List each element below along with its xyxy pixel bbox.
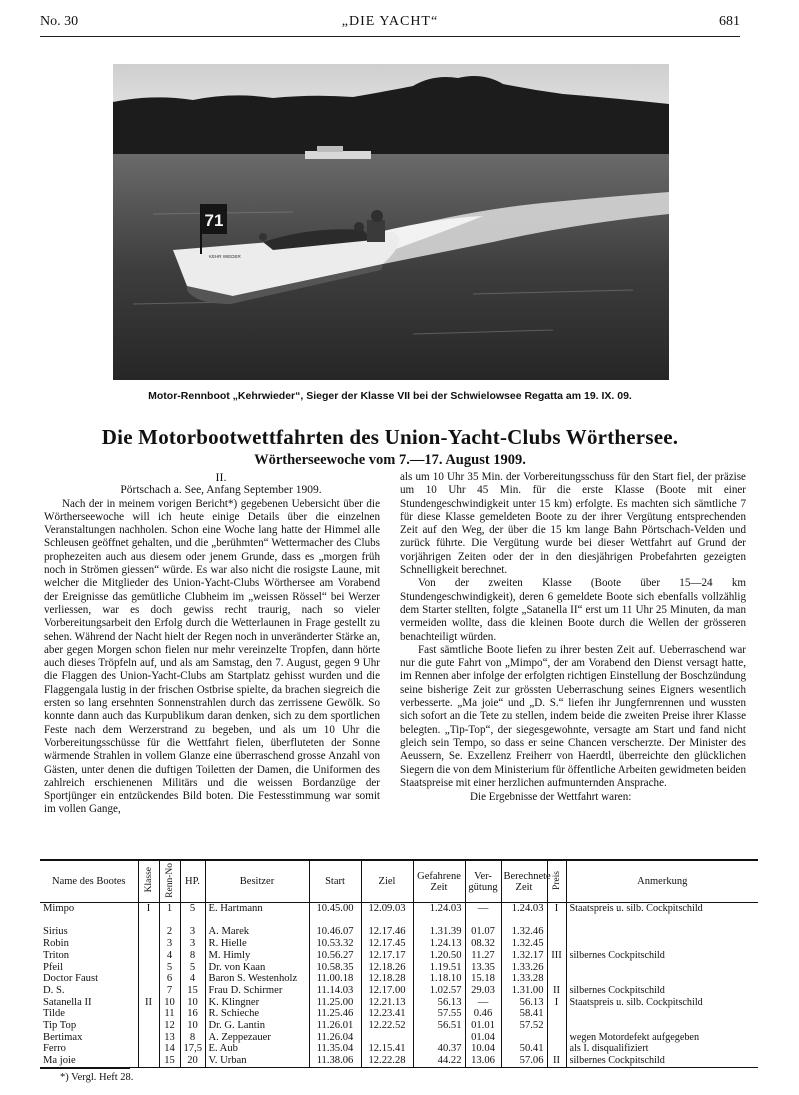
col-header-prize: Preis — [547, 860, 566, 903]
cell-boat-name: Satanella II — [43, 996, 92, 1008]
cell-start-time: 11.35.04 — [309, 1043, 361, 1055]
cell-race-no: 13 — [159, 1032, 180, 1044]
cell-corrected-time: 57.52 — [501, 1020, 547, 1032]
table-row — [40, 926, 758, 938]
cell-start-time: 11.38.06 — [309, 1055, 361, 1067]
table-row — [40, 903, 758, 915]
running-header — [40, 14, 740, 34]
col-header-owner: Besitzer — [205, 860, 309, 903]
hull-name: KEHR WIEDER — [209, 254, 241, 259]
cell-class — [138, 962, 159, 974]
cell-owner: A. Zeppezauer — [205, 1032, 309, 1044]
article-title: Die Motorbootwettfahrten des Union-Yacht-Clubs Wörthersee. — [101, 425, 679, 449]
cell-finish-time: 12.17.00 — [361, 985, 413, 997]
cell-start-time: 11.00.18 — [309, 973, 361, 985]
header-rule — [40, 36, 740, 37]
paragraph: Fast sämtliche Boote liefen zu ihrer besten Zeit auf. Ueberraschend war nur die gute Fahrt von „Mimpo“, der am Vorabend den Dienst versagt hatte, im Rennen aber infolge der erfolgten richtigen Einstellung der Boschzündung seine bisherige Zeit zur grössten Ueberraschung seines Eigners wesentlich verbesserte. „Ma joie“ und „D. S.“ liefen ihr Jungfernrennen und wussten sich sofort an die Tete zu stellen, indem beide die zweiten Preise ihrer Klasse belegten. „Tip-Top“, der siegesgewohnte, versagte am Start und fand nicht gleich sein Tempo, so dass er seine Chancen verscherzte. Der Minister des Aeussern, Se. Exzellenz Freiherr von Haerdtl, überreichte den glücklichen Siegern die von dem Ministerium für öffentliche Arbeiten gewidmeten beiden Staatspreise mit einer herzlichen aufmunternden Ansprache. — [400, 643, 746, 789]
cell-owner: R. Hielle — [205, 938, 309, 950]
cell-class — [138, 1032, 159, 1044]
cell-hp: 5 — [180, 962, 205, 974]
flag-number: 71 — [204, 211, 224, 230]
cell-race-no: 11 — [159, 1008, 180, 1020]
cell-prize — [547, 926, 566, 938]
cell-start-time: 10.53.32 — [309, 938, 361, 950]
cell-remark — [566, 926, 758, 938]
table-row — [40, 915, 758, 927]
cell-boat-name: Mimpo — [43, 903, 75, 914]
cell-prize — [547, 1043, 566, 1055]
col-header-corrected-time: Berechnete Zeit — [501, 860, 547, 903]
cell-remark — [566, 938, 758, 950]
text-column-right — [400, 471, 746, 804]
cell-sailed-time: 56.51 — [413, 1020, 465, 1032]
cell-race-no: 7 — [159, 985, 180, 997]
col-header-class: Klasse — [138, 860, 159, 903]
cell-owner: Dr. von Kaan — [205, 962, 309, 974]
cell-corrected-time: 50.41 — [501, 1043, 547, 1055]
cell-class — [138, 950, 159, 962]
cell-sailed-time: 40.37 — [413, 1043, 465, 1055]
cell-sailed-time: 56.13 — [413, 997, 465, 1009]
motorboat-photo — [113, 64, 669, 380]
cell-prize — [547, 1032, 566, 1044]
cell-corrected-time: 57.06 — [501, 1055, 547, 1067]
cell-corrected-time: 56.13 — [501, 997, 547, 1009]
cell-start-time: 10.56.27 — [309, 950, 361, 962]
table-row — [40, 1008, 758, 1020]
cell-hp — [180, 915, 205, 927]
cell-corrected-time: 1.32.45 — [501, 938, 547, 950]
table-row — [40, 938, 758, 950]
cell-corrected-time: 1.33.26 — [501, 962, 547, 974]
cell-prize: III — [547, 950, 566, 962]
cell-allowance: 11.27 — [465, 950, 501, 962]
cell-sailed-time — [413, 915, 465, 927]
col-header-hp: HP. — [180, 860, 205, 903]
table-row — [40, 985, 758, 997]
cell-boat-name: Doctor Faust — [43, 973, 99, 985]
cell-boat-name: Ferro — [43, 1043, 66, 1055]
cell-finish-time: 12.09.03 — [361, 903, 413, 915]
footnote: *) Vergl. Heft 28. — [60, 1072, 134, 1083]
cell-sailed-time: 1.02.57 — [413, 985, 465, 997]
cell-finish-time — [361, 1032, 413, 1044]
cell-owner: V. Urban — [205, 1055, 309, 1067]
cell-prize — [547, 1020, 566, 1032]
col-header-remark: Anmerkung — [566, 860, 758, 903]
cell-finish-time — [361, 915, 413, 927]
results-intro: Die Ergebnisse der Wettfahrt waren: — [470, 791, 632, 804]
cell-boat-name: D. S. — [43, 984, 65, 996]
cell-class: I — [138, 903, 159, 915]
col-header-allowance: Ver-gütung — [465, 860, 501, 903]
cell-boat-name: Triton — [43, 949, 70, 961]
cell-allowance: 08.32 — [465, 938, 501, 950]
cell-start-time: 10.58.35 — [309, 962, 361, 974]
cell-class — [138, 985, 159, 997]
table-row — [40, 1020, 758, 1032]
cell-prize — [547, 915, 566, 927]
cell-corrected-time: 1.32.46 — [501, 926, 547, 938]
cell-finish-time: 12.17.45 — [361, 938, 413, 950]
cell-sailed-time: 1.31.39 — [413, 926, 465, 938]
cell-allowance: 15.18 — [465, 973, 501, 985]
cell-remark: als I. disqualifiziert — [566, 1043, 758, 1055]
col-header-name: Name des Bootes — [40, 860, 138, 903]
cell-start-time: 11.26.01 — [309, 1020, 361, 1032]
cell-sailed-time: 57.55 — [413, 1008, 465, 1020]
cell-owner: Dr. G. Lantin — [205, 1020, 309, 1032]
cell-class — [138, 1020, 159, 1032]
cell-remark — [566, 973, 758, 985]
cell-remark: silbernes Cockpitschild — [566, 985, 758, 997]
cell-allowance: 01.07 — [465, 926, 501, 938]
cell-start-time: 10.46.07 — [309, 926, 361, 938]
cell-finish-time: 12.21.13 — [361, 997, 413, 1009]
footnote-rule — [40, 1068, 130, 1069]
cell-finish-time: 12.15.41 — [361, 1043, 413, 1055]
cell-race-no — [159, 915, 180, 927]
col-header-finish: Ziel — [361, 860, 413, 903]
paragraph: Nach der in meinem vorigen Bericht*) gegebenen Uebersicht über die Wörtherseewoche will ich heute einige Details über die einzelnen Veranstaltungen nachholen. Schon eine Woche lang hatte der Himmel alle Schleusen geöffnet gehalten, und die „berühmten“ Wettermacher des Clubs prophezeiten auch aus diesem oder jenem Grunde, dass es „morgen früh noch in Strömen giessen“ würde. Es war also nicht die rosigste Laune, mit welcher die Mitglieder des Union-Yacht-Clubs Wörthersee am Vorabend der Ereignisse das gemütliche Clubheim im „weissen Rössel“ bei Werzer verliessen, war es doch gewiss recht traurig, nach so vieler Vorbereitungsarbeit den Erfolg durch die Wetterlaunen in Frage gestellt zu sehen. Während der Nacht hielt der Regen noch in unveränderter Stärke an, aber gegen Morgen schon fielen nur mehr vereinzelte Tropfen, dann hörte auch dieses Tröpfeln auf, und als am Samstag, den 7. August, gegen 9 Uhr die Flaggen des Union-Yacht-Clubs am Startplatz gehisst wurden und die Flaggengala lustig in der frischen Ostbrise spielte, da brachen siegreich die ersten so lang ersehnten Sonnenstrahlen durch das zerrissene Gewölk. So konnte dann auch das Kurpublikum daran denken, sich zu dem sportlichen Feste nach dem Werzerstrand zu begeben, und als um 10 Uhr die Vorbereitungsschüsse für die Wettfahrt fielen, überfluteten der Sonne wärmende Strahlen in vollem Glanze eine überraschend grosse Anzahl von Gästen, unter denen die duftigen Toiletten der Damen, die Uniformen des zahlreich erschienenen Militärs und die weissen Bordanzüge der Sportjünger ein entzückendes Bild boten. Die Festesstimmung war somit im vollen Gange, — [44, 497, 380, 816]
cell-start-time: 10.45.00 — [309, 903, 361, 915]
table-row — [40, 962, 758, 974]
dateline: Pörtschach a. See, Anfang September 1909. — [120, 484, 322, 497]
cell-prize: II — [547, 1055, 566, 1067]
cell-finish-time: 12.17.46 — [361, 926, 413, 938]
cell-class: II — [138, 997, 159, 1009]
table-row — [40, 997, 758, 1009]
col-header-sailed-time: Gefahrene Zeit — [413, 860, 465, 903]
cell-sailed-time — [413, 1032, 465, 1044]
cell-finish-time: 12.22.52 — [361, 1020, 413, 1032]
paragraph: als um 10 Uhr 35 Min. der Vorbereitungsschuss für den Start fiel, der präzise um 10 Uhr 45 Min. für die erste Klasse (Boote mit einer Stundengeschwindigkeit unter 15 km) erfolgte. Es machten sich sämtliche 7 für diese Klasse gemeldeten Boote zu der ihrer Vergütung entsprechenden Zeit auf den Weg, der über die 15 km lange Bahn Pörtschach-Velden und zurück führte. Die Vergütung wurde bei dieser Wettfahrt auf Grund der vorjährigen Zeiten oder der in den diesjährigen Probefahrten gezeigten Schnelligkeit berechnet. — [400, 471, 746, 577]
cell-allowance — [465, 915, 501, 927]
cell-allowance: 0.46 — [465, 1008, 501, 1020]
cell-finish-time: 12.22.28 — [361, 1055, 413, 1067]
cell-hp: 3 — [180, 926, 205, 938]
cell-remark — [566, 915, 758, 927]
cell-remark — [566, 1020, 758, 1032]
cell-finish-time: 12.23.41 — [361, 1008, 413, 1020]
cell-owner: E. Hartmann — [205, 903, 309, 915]
cell-race-no: 5 — [159, 962, 180, 974]
cell-allowance: 13.35 — [465, 962, 501, 974]
cell-prize — [547, 1008, 566, 1020]
cell-remark: silbernes Cockpitschild — [566, 1055, 758, 1067]
cell-prize: II — [547, 985, 566, 997]
cell-sailed-time: 1.24.13 — [413, 938, 465, 950]
cell-boat-name: Bertimax — [43, 1031, 83, 1043]
section-number: II. — [215, 470, 227, 484]
cell-hp: 4 — [180, 973, 205, 985]
cell-owner: R. Schieche — [205, 1008, 309, 1020]
results-table — [40, 859, 758, 1068]
cell-start-time: 11.25.46 — [309, 1008, 361, 1020]
cell-boat-name: Tip Top — [43, 1020, 77, 1032]
cell-race-no: 10 — [159, 997, 180, 1009]
table-row — [40, 1032, 758, 1044]
cell-start-time: 11.25.00 — [309, 997, 361, 1009]
table-header-row — [40, 860, 758, 903]
cell-corrected-time: 1.24.03 — [501, 903, 547, 915]
cell-race-no: 15 — [159, 1055, 180, 1067]
cell-start-time: 11.26.04 — [309, 1032, 361, 1044]
cell-owner: K. Klingner — [205, 997, 309, 1009]
cell-prize — [547, 973, 566, 985]
cell-finish-time: 12.17.17 — [361, 950, 413, 962]
cell-sailed-time: 1.24.03 — [413, 903, 465, 915]
table-row — [40, 1043, 758, 1055]
cell-allowance: 13.06 — [465, 1055, 501, 1067]
cell-corrected-time: 1.33.28 — [501, 973, 547, 985]
cell-prize: I — [547, 997, 566, 1009]
cell-owner: Baron S. Westenholz — [205, 973, 309, 985]
issue-number: No. 30 — [40, 14, 79, 29]
cell-class — [138, 1055, 159, 1067]
col-header-start: Start — [309, 860, 361, 903]
paragraph: Von der zweiten Klasse (Boote über 15—24 km Stundengeschwindigkeit), deren 6 gemeldete Boote sich ebenfalls vollzählig dem Starter stellten, folgte „Satanella II“ erst um 11 Uhr 25 Minuten, da man vermeiden wollte, dass die kleinen Boote durch die Wellen der grösseren benachteiligt würden. — [400, 577, 746, 643]
article-subtitle: Wörtherseewoche vom 7.—17. August 1909. — [254, 452, 526, 468]
cell-hp: 8 — [180, 950, 205, 962]
cell-class — [138, 926, 159, 938]
cell-remark: silbernes Cockpitschild — [566, 950, 758, 962]
cell-hp: 17,5 — [180, 1043, 205, 1055]
cell-prize: I — [547, 903, 566, 915]
cell-class — [138, 1008, 159, 1020]
cell-class — [138, 938, 159, 950]
cell-boat-name: Ma joie — [40, 1055, 138, 1067]
cell-remark: Staatspreis u. silb. Cockpitschild — [566, 997, 758, 1009]
cell-remark — [566, 962, 758, 974]
cell-owner: M. Himly — [205, 950, 309, 962]
cell-boat-name: Robin — [43, 938, 69, 950]
cell-hp: 16 — [180, 1008, 205, 1020]
cell-race-no: 12 — [159, 1020, 180, 1032]
cell-owner: A. Marek — [205, 926, 309, 938]
page-number: 681 — [719, 14, 740, 29]
cell-hp: 3 — [180, 938, 205, 950]
cell-sailed-time: 1.20.50 — [413, 950, 465, 962]
cell-boat-name: Sirius — [43, 926, 68, 938]
cell-owner: E. Aub — [205, 1043, 309, 1055]
cell-corrected-time — [501, 1032, 547, 1044]
cell-sailed-time: 1.18.10 — [413, 973, 465, 985]
cell-remark: wegen Motordefekt aufgegeben — [566, 1032, 758, 1044]
cell-boat-name: Tilde — [43, 1008, 65, 1020]
cell-boat-name: Pfeil — [43, 961, 64, 973]
cell-prize — [547, 962, 566, 974]
cell-prize — [547, 938, 566, 950]
cell-owner: Frau D. Schirmer — [205, 985, 309, 997]
cell-finish-time: 12.18.26 — [361, 962, 413, 974]
cell-hp: 20 — [180, 1055, 205, 1067]
cell-allowance: — — [465, 903, 501, 915]
cell-finish-time: 12.18.28 — [361, 973, 413, 985]
cell-start-time: 11.14.03 — [309, 985, 361, 997]
cell-race-no: 4 — [159, 950, 180, 962]
cell-race-no: 3 — [159, 938, 180, 950]
cell-hp: 15 — [180, 985, 205, 997]
cell-corrected-time: 58.41 — [501, 1008, 547, 1020]
cell-hp: 10 — [180, 1020, 205, 1032]
cell-allowance: 29.03 — [465, 985, 501, 997]
cell-race-no: 2 — [159, 926, 180, 938]
cell-hp: 5 — [180, 903, 205, 915]
cell-sailed-time: 1.19.51 — [413, 962, 465, 974]
cell-remark: Staatspreis u. silb. Cockpitschild — [566, 903, 758, 915]
cell-allowance: 01.01 — [465, 1020, 501, 1032]
table-row — [40, 1055, 758, 1067]
cell-corrected-time — [501, 915, 547, 927]
table-row — [40, 950, 758, 962]
cell-corrected-time: 1.31.00 — [501, 985, 547, 997]
cell-hp: 10 — [180, 997, 205, 1009]
cell-class — [138, 1043, 159, 1055]
cell-race-no: 14 — [159, 1043, 180, 1055]
cell-allowance: 10.04 — [465, 1043, 501, 1055]
cell-hp: 8 — [180, 1032, 205, 1044]
cell-start-time — [309, 915, 361, 927]
cell-remark — [566, 1008, 758, 1020]
cell-class — [138, 973, 159, 985]
cell-race-no: 6 — [159, 973, 180, 985]
table-body — [40, 903, 758, 1068]
cell-race-no: 1 — [159, 903, 180, 915]
col-header-race-no: Renn-No — [159, 860, 180, 903]
cell-allowance: — — [465, 997, 501, 1009]
cell-class — [138, 915, 159, 927]
cell-allowance: 01.04 — [465, 1032, 501, 1044]
cell-boat-name — [40, 915, 138, 927]
cell-owner — [205, 915, 309, 927]
photo-caption: Motor-Rennboot „Kehrwieder“, Sieger der Klasse VII bei der Schwielowsee Regatta am 19. IX. 09. — [148, 390, 632, 402]
text-column-left — [44, 471, 380, 817]
cell-corrected-time: 1.32.17 — [501, 950, 547, 962]
table-row — [40, 973, 758, 985]
journal-title: „DIE YACHT“ — [341, 14, 439, 29]
cell-sailed-time: 44.22 — [413, 1055, 465, 1067]
